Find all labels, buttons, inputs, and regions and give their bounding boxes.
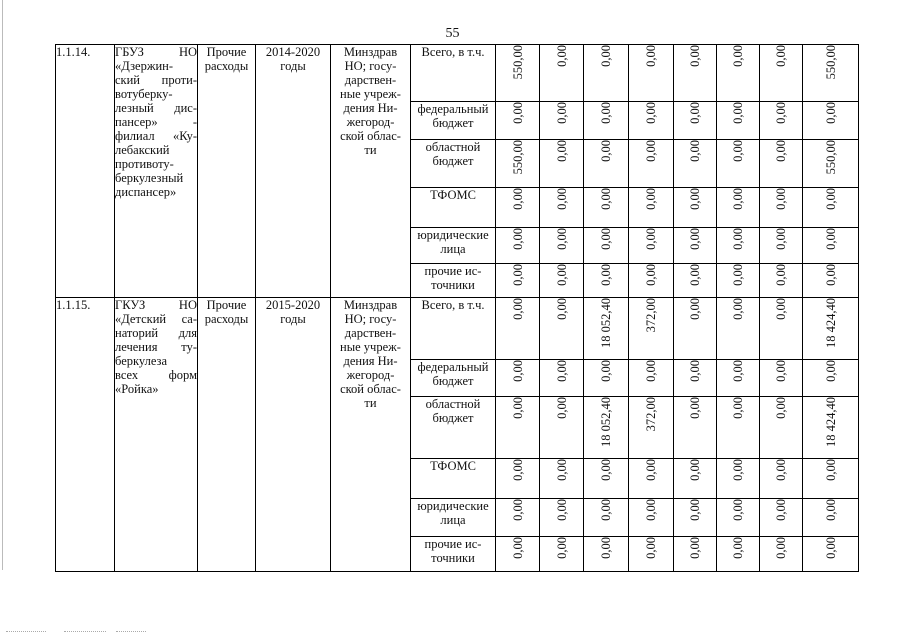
amount-value: 0,00 xyxy=(510,499,525,521)
amount-value: 550,00 xyxy=(823,45,838,80)
amount-cell xyxy=(540,459,584,499)
amount-cell xyxy=(717,228,760,264)
amount-cell xyxy=(803,397,859,459)
amount-cell xyxy=(674,537,717,572)
amount-value: 0,00 xyxy=(774,228,788,250)
amount-value: 18 052,40 xyxy=(599,397,613,447)
funding-source: Всего, в т.ч. xyxy=(411,45,496,102)
amount-value: 0,00 xyxy=(554,397,569,419)
amount-cell xyxy=(803,360,859,397)
amount-value: 0,00 xyxy=(688,298,702,320)
amount-cell xyxy=(717,397,760,459)
item-number: 1.1.15. xyxy=(56,298,115,572)
amount-value: 0,00 xyxy=(510,102,525,124)
amount-value: 0,00 xyxy=(510,228,525,250)
amount-value: 0,00 xyxy=(554,360,569,382)
amount-value: 0,00 xyxy=(554,264,569,286)
amount-cell xyxy=(584,140,629,188)
amount-cell xyxy=(674,459,717,499)
amount-cell xyxy=(496,360,540,397)
amount-value: 18 052,40 xyxy=(599,298,613,348)
amount-cell xyxy=(760,188,803,228)
amount-cell xyxy=(760,102,803,140)
scan-left-edge-line xyxy=(2,0,3,570)
amount-value: 0,00 xyxy=(823,537,838,559)
amount-cell xyxy=(629,188,674,228)
amount-cell xyxy=(674,264,717,298)
organization-name xyxy=(115,45,198,298)
amount-value: 0,00 xyxy=(823,264,838,286)
amount-cell xyxy=(496,298,540,360)
amount-cell xyxy=(803,102,859,140)
amount-value: 0,00 xyxy=(644,499,658,521)
amount-value: 0,00 xyxy=(510,537,525,559)
amount-value: 0,00 xyxy=(731,537,745,559)
amount-cell xyxy=(584,45,629,102)
amount-value: 0,00 xyxy=(554,188,569,210)
amount-cell xyxy=(629,499,674,537)
amount-value: 0,00 xyxy=(510,188,525,210)
amount-value: 0,00 xyxy=(731,45,745,67)
amount-cell xyxy=(803,459,859,499)
amount-cell xyxy=(629,360,674,397)
implementation-period: 2015-2020 годы xyxy=(256,298,331,572)
amount-value: 0,00 xyxy=(823,499,838,521)
implementation-period: 2014-2020 годы xyxy=(256,45,331,298)
amount-value: 550,00 xyxy=(823,140,838,175)
amount-value: 0,00 xyxy=(554,102,569,124)
expense-type: Прочие расходы xyxy=(198,45,256,298)
amount-value: 0,00 xyxy=(774,188,788,210)
amount-cell xyxy=(760,459,803,499)
amount-cell xyxy=(629,264,674,298)
amount-value: 0,00 xyxy=(644,102,658,124)
amount-value: 0,00 xyxy=(599,45,613,67)
amount-cell xyxy=(629,45,674,102)
amount-value: 0,00 xyxy=(688,45,702,67)
amount-value: 0,00 xyxy=(599,537,613,559)
amount-value: 18 424,40 xyxy=(823,397,838,447)
funding-source: областной бюджет xyxy=(411,140,496,188)
amount-cell xyxy=(760,397,803,459)
amount-value: 0,00 xyxy=(599,459,613,481)
amount-value: 0,00 xyxy=(774,298,788,320)
amount-value: 0,00 xyxy=(731,140,745,162)
amount-value: 0,00 xyxy=(644,188,658,210)
amount-value: 0,00 xyxy=(510,360,525,382)
amount-value: 0,00 xyxy=(688,264,702,286)
amount-cell xyxy=(674,188,717,228)
amount-value: 0,00 xyxy=(774,459,788,481)
amount-cell xyxy=(584,360,629,397)
amount-value: 0,00 xyxy=(731,264,745,286)
organization-name-text: ГКУЗ НО «Детский са- наторий для лечения ту- беркулеза всех форм «Ройка» xyxy=(115,298,197,396)
scan-dash xyxy=(64,631,106,632)
amount-cell xyxy=(629,102,674,140)
amount-cell xyxy=(496,228,540,264)
amount-value: 0,00 xyxy=(774,537,788,559)
amount-value: 0,00 xyxy=(554,537,569,559)
funding-source: федеральный бюджет xyxy=(411,360,496,397)
amount-cell xyxy=(760,140,803,188)
amount-cell xyxy=(629,228,674,264)
amount-cell xyxy=(496,140,540,188)
budget-table xyxy=(55,44,859,572)
scan-dash xyxy=(6,631,46,632)
funding-source: федеральный бюджет xyxy=(411,102,496,140)
amount-value: 0,00 xyxy=(688,499,702,521)
amount-value: 0,00 xyxy=(644,459,658,481)
amount-cell xyxy=(803,264,859,298)
amount-value: 0,00 xyxy=(823,228,838,250)
amount-cell xyxy=(540,188,584,228)
amount-cell xyxy=(629,140,674,188)
funding-source: прочие ис- точники xyxy=(411,537,496,572)
amount-value: 0,00 xyxy=(554,140,569,162)
amount-value: 372,00 xyxy=(644,298,658,333)
amount-cell xyxy=(540,537,584,572)
amount-value: 0,00 xyxy=(774,360,788,382)
amount-cell xyxy=(760,537,803,572)
amount-value: 0,00 xyxy=(774,499,788,521)
amount-cell xyxy=(496,45,540,102)
expense-type: Прочие расходы xyxy=(198,298,256,572)
amount-cell xyxy=(496,459,540,499)
amount-value: 0,00 xyxy=(644,140,658,162)
amount-value: 0,00 xyxy=(599,264,613,286)
amount-value: 0,00 xyxy=(731,499,745,521)
amount-cell xyxy=(496,188,540,228)
funding-source: областной бюджет xyxy=(411,397,496,459)
amount-cell xyxy=(803,45,859,102)
amount-value: 0,00 xyxy=(731,298,745,320)
amount-cell xyxy=(584,537,629,572)
amount-cell xyxy=(717,499,760,537)
amount-cell xyxy=(674,360,717,397)
amount-value: 0,00 xyxy=(823,459,838,481)
amount-value: 0,00 xyxy=(688,228,702,250)
amount-cell xyxy=(717,188,760,228)
amount-value: 0,00 xyxy=(688,102,702,124)
amount-cell xyxy=(803,499,859,537)
funding-source: юридические лица xyxy=(411,499,496,537)
amount-value: 0,00 xyxy=(644,264,658,286)
amount-cell xyxy=(760,298,803,360)
amount-cell xyxy=(496,397,540,459)
amount-cell xyxy=(803,188,859,228)
page-number: 55 xyxy=(445,26,460,41)
amount-cell xyxy=(540,397,584,459)
amount-cell xyxy=(584,228,629,264)
amount-cell xyxy=(674,102,717,140)
item-number: 1.1.14. xyxy=(56,45,115,298)
amount-cell xyxy=(717,298,760,360)
amount-value: 0,00 xyxy=(644,360,658,382)
amount-cell xyxy=(760,264,803,298)
amount-value: 0,00 xyxy=(774,45,788,67)
amount-cell xyxy=(717,537,760,572)
amount-cell xyxy=(717,140,760,188)
amount-value: 0,00 xyxy=(688,397,702,419)
amount-value: 550,00 xyxy=(510,45,525,80)
amount-value: 0,00 xyxy=(510,264,525,286)
amount-value: 0,00 xyxy=(731,188,745,210)
executor: Минздрав НО; госу- дарствен- ные учреж- дения Ни- жегород- ской облас- ти xyxy=(331,45,411,298)
amount-value: 0,00 xyxy=(599,228,613,250)
amount-value: 0,00 xyxy=(599,102,613,124)
amount-cell xyxy=(717,102,760,140)
amount-cell xyxy=(629,537,674,572)
amount-value: 0,00 xyxy=(731,228,745,250)
amount-cell xyxy=(760,499,803,537)
amount-value: 0,00 xyxy=(688,459,702,481)
amount-value: 0,00 xyxy=(554,298,569,320)
amount-cell xyxy=(584,397,629,459)
amount-cell xyxy=(760,228,803,264)
amount-cell xyxy=(760,360,803,397)
amount-cell xyxy=(717,459,760,499)
amount-cell xyxy=(540,140,584,188)
amount-value: 0,00 xyxy=(688,140,702,162)
amount-value: 0,00 xyxy=(823,102,838,124)
table-row xyxy=(56,298,859,360)
amount-cell xyxy=(496,264,540,298)
amount-value: 0,00 xyxy=(688,537,702,559)
table-row xyxy=(56,45,859,102)
amount-cell xyxy=(584,264,629,298)
amount-value: 0,00 xyxy=(823,360,838,382)
amount-cell xyxy=(674,298,717,360)
funding-source: прочие ис- точники xyxy=(411,264,496,298)
amount-cell xyxy=(584,499,629,537)
amount-cell xyxy=(803,140,859,188)
amount-cell xyxy=(674,140,717,188)
funding-source: ТФОМС xyxy=(411,188,496,228)
funding-source: юридические лица xyxy=(411,228,496,264)
amount-value: 0,00 xyxy=(599,140,613,162)
amount-cell xyxy=(496,102,540,140)
amount-cell xyxy=(803,537,859,572)
amount-value: 0,00 xyxy=(731,102,745,124)
funding-source: Всего, в т.ч. xyxy=(411,298,496,360)
amount-cell xyxy=(584,459,629,499)
amount-cell xyxy=(496,499,540,537)
amount-value: 0,00 xyxy=(599,499,613,521)
amount-cell xyxy=(540,499,584,537)
amount-cell xyxy=(717,264,760,298)
amount-cell xyxy=(496,537,540,572)
amount-value: 0,00 xyxy=(774,264,788,286)
amount-value: 0,00 xyxy=(644,45,658,67)
amount-value: 0,00 xyxy=(554,228,569,250)
amount-cell xyxy=(540,264,584,298)
amount-value: 0,00 xyxy=(774,102,788,124)
amount-value: 0,00 xyxy=(644,228,658,250)
amount-value: 0,00 xyxy=(554,45,569,67)
organization-name-text: ГБУЗ НО «Дзержин- ский проти- вотуберку- лезный дис- пансер» - филиал «Ку- лебакский противоту- беркулезный диспансер» xyxy=(115,45,197,199)
amount-value: 372,00 xyxy=(644,397,658,432)
amount-value: 0,00 xyxy=(510,459,525,481)
amount-cell xyxy=(540,102,584,140)
amount-cell xyxy=(540,228,584,264)
amount-value: 0,00 xyxy=(510,397,525,419)
amount-value: 0,00 xyxy=(644,537,658,559)
amount-value: 0,00 xyxy=(599,188,613,210)
amount-value: 18 424,40 xyxy=(823,298,838,348)
amount-cell xyxy=(674,45,717,102)
amount-value: 0,00 xyxy=(688,188,702,210)
amount-cell xyxy=(717,360,760,397)
amount-cell xyxy=(584,102,629,140)
funding-source: ТФОМС xyxy=(411,459,496,499)
amount-value: 0,00 xyxy=(731,459,745,481)
amount-value: 0,00 xyxy=(823,188,838,210)
amount-cell xyxy=(584,298,629,360)
amount-value: 0,00 xyxy=(554,499,569,521)
amount-cell xyxy=(674,228,717,264)
amount-cell xyxy=(803,228,859,264)
amount-value: 550,00 xyxy=(510,140,525,175)
executor: Минздрав НО; госу- дарствен- ные учреж- дения Ни- жегород- ской облас- ти xyxy=(331,298,411,572)
amount-value: 0,00 xyxy=(554,459,569,481)
amount-value: 0,00 xyxy=(510,298,525,320)
amount-cell xyxy=(629,298,674,360)
amount-value: 0,00 xyxy=(688,360,702,382)
organization-name xyxy=(115,298,198,572)
amount-cell xyxy=(540,45,584,102)
amount-cell xyxy=(629,397,674,459)
amount-cell xyxy=(629,459,674,499)
amount-cell xyxy=(674,397,717,459)
amount-cell xyxy=(803,298,859,360)
amount-cell xyxy=(584,188,629,228)
amount-cell xyxy=(540,360,584,397)
amount-cell xyxy=(717,45,760,102)
amount-cell xyxy=(674,499,717,537)
amount-value: 0,00 xyxy=(599,360,613,382)
amount-value: 0,00 xyxy=(731,360,745,382)
amount-cell xyxy=(760,45,803,102)
amount-value: 0,00 xyxy=(774,140,788,162)
amount-cell xyxy=(540,298,584,360)
amount-value: 0,00 xyxy=(774,397,788,419)
scan-dash xyxy=(116,631,146,632)
amount-value: 0,00 xyxy=(731,397,745,419)
